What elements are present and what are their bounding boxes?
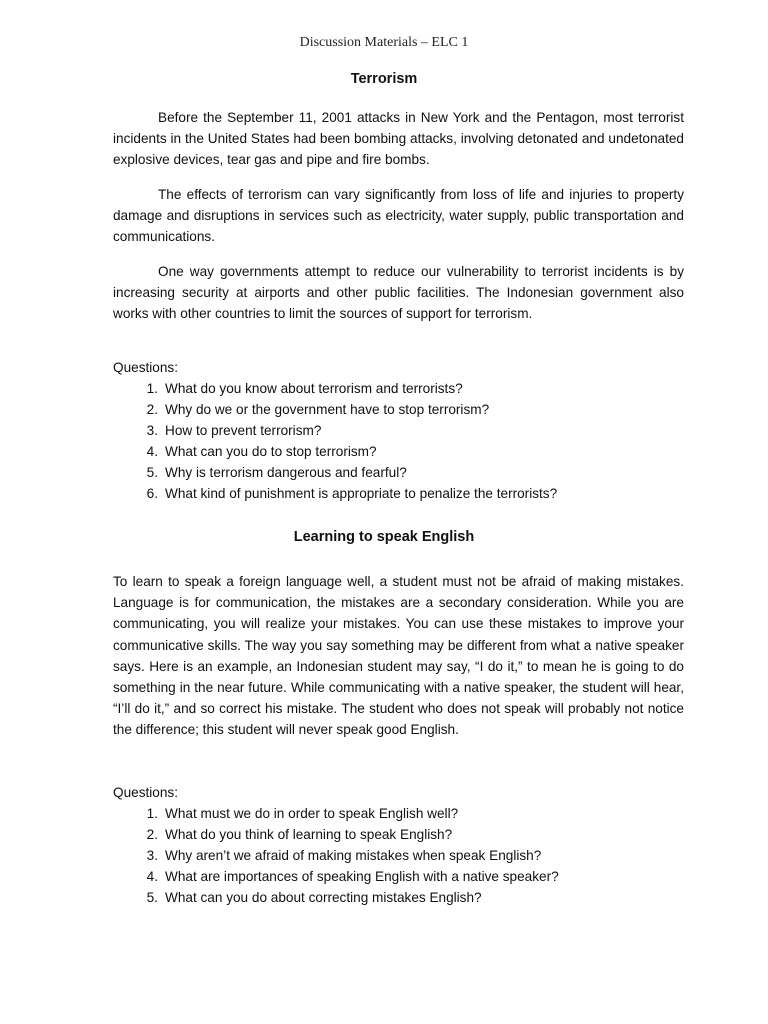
question-text: How to prevent terrorism? xyxy=(165,423,322,438)
question-text: Why do we or the government have to stop terrorism? xyxy=(165,402,490,417)
paragraph: The effects of terrorism can vary significantly from loss of life and injuries to property damage and disruptions in services such as electricity, water supply, public transportation and communications. xyxy=(113,187,684,245)
question-item xyxy=(113,866,559,887)
question-number: 4. xyxy=(146,869,158,884)
question-list-terrorism xyxy=(113,378,557,504)
question-number: 3. xyxy=(146,423,158,438)
question-number: 5. xyxy=(146,465,158,480)
question-text: What are importances of speaking English with a native speaker? xyxy=(165,869,559,884)
question-number: 1. xyxy=(146,806,158,821)
questions-label: Questions: xyxy=(113,785,178,800)
question-text: What do you think of learning to speak English? xyxy=(165,827,453,842)
paragraph: One way governments attempt to reduce our vulnerability to terrorist incidents is by increasing security at airports and other public facilities. The Indonesian government also works with other countries to limit the sources of support for terrorism. xyxy=(113,264,684,322)
question-number: 5. xyxy=(146,890,158,905)
question-number: 2. xyxy=(146,402,158,417)
question-item xyxy=(113,378,557,399)
question-item xyxy=(113,441,557,462)
question-text: What must we do in order to speak English well? xyxy=(165,806,459,821)
question-number: 3. xyxy=(146,848,158,863)
questions-label: Questions: xyxy=(113,360,178,375)
question-item xyxy=(113,803,559,824)
question-text: What do you know about terrorism and terrorists? xyxy=(165,381,463,396)
question-text: What can you do about correcting mistakes English? xyxy=(165,890,482,905)
paragraph: Before the September 11, 2001 attacks in New York and the Pentagon, most terrorist incidents in the United States had been bombing attacks, involving detonated and undetonated explosive devices, tear gas and pipe and fire bombs. xyxy=(113,110,684,168)
question-text: Why is terrorism dangerous and fearful? xyxy=(165,465,407,480)
question-number: 1. xyxy=(146,381,158,396)
question-number: 6. xyxy=(146,486,158,501)
question-text: Why aren’t we afraid of making mistakes when speak English? xyxy=(165,848,542,863)
paragraph: To learn to speak a foreign language well, a student must not be afraid of making mistakes. Language is for communication, the mistakes are a secondary consideration. While you are communicating, you will realize your mistakes. You can use these mistakes to improve your communicative skills. The way you say something may be different from what a native speaker says. Here is an example, an Indonesian student may say, “I do it,” to mean he is going to do something in the near future. While communicating with a native speaker, the student will hear, “I’ll do it,” and so correct his mistake. The student who does not speak will probably not notice the difference; this student will never speak good English. xyxy=(113,574,684,738)
question-item xyxy=(113,483,557,504)
question-item xyxy=(113,399,557,420)
page-header: Discussion Materials – ELC 1 xyxy=(299,35,469,50)
question-item xyxy=(113,462,557,483)
question-text: What kind of punishment is appropriate to penalize the terrorists? xyxy=(165,486,558,501)
question-list-english xyxy=(113,803,559,908)
question-item xyxy=(113,887,559,908)
section-title-terrorism: Terrorism xyxy=(350,71,418,87)
question-item xyxy=(113,420,557,441)
question-number: 2. xyxy=(146,827,158,842)
question-text: What can you do to stop terrorism? xyxy=(165,444,377,459)
question-item xyxy=(113,845,559,866)
section-title-learning-english: Learning to speak English xyxy=(293,529,475,545)
question-item xyxy=(113,824,559,845)
question-number: 4. xyxy=(146,444,158,459)
